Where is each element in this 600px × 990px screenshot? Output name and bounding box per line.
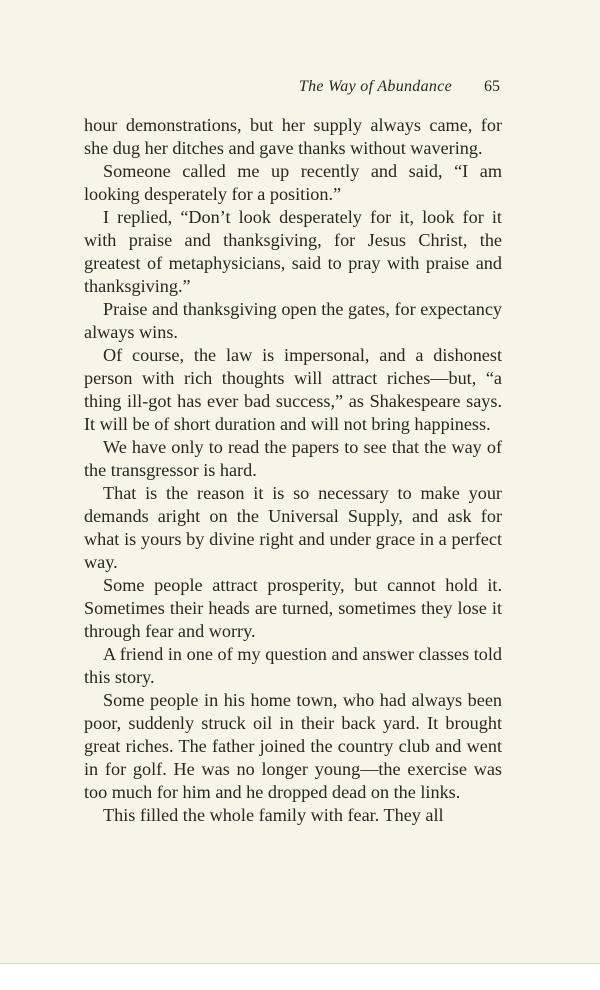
page-edge [0, 963, 600, 990]
body-text [84, 114, 502, 827]
page-number: 65 [484, 78, 500, 95]
paragraph: I replied, “Don’t look desperately for it, look for it with praise and thanksgiving, for Jesus Christ, the greatest of metaphysicians, said to pray with praise and thanksgiving.” [84, 207, 502, 296]
paragraph: Praise and thanksgiving open the gates, for expectancy always wins. [84, 299, 502, 342]
paragraph: hour demonstrations, but her supply always came, for she dug her ditches and gave thanks without wavering. [84, 115, 502, 158]
paragraph: Some people in his home town, who had always been poor, suddenly struck oil in their back yard. It brought great riches. The father joined the country club and went in for golf. He was no longer young—the exercise was too much for him and he dropped dead on the links. [84, 690, 502, 802]
paragraph: We have only to read the papers to see that the way of the transgressor is hard. [84, 437, 502, 480]
paragraph: A friend in one of my question and answer classes told this story. [84, 644, 502, 687]
paragraph: That is the reason it is so necessary to make your demands aright on the Universal Supply, and ask for what is yours by divine right and under grace in a perfect way. [84, 483, 502, 572]
paragraph: Some people attract prosperity, but cannot hold it. Sometimes their heads are turned, sometimes they lose it through fear and worry. [84, 575, 502, 641]
running-title: The Way of Abundance [298, 78, 452, 95]
paragraph: This filled the whole family with fear. They all [103, 805, 444, 825]
running-head [84, 78, 502, 100]
paragraph: Of course, the law is impersonal, and a dishonest person with rich thoughts will attract riches—but, “a thing ill-got has ever bad success,” as Shakespeare says. It will be of short duration and will not bring happiness. [84, 345, 502, 434]
paragraph: Someone called me up recently and said, “I am looking desperately for a position.” [84, 161, 502, 204]
